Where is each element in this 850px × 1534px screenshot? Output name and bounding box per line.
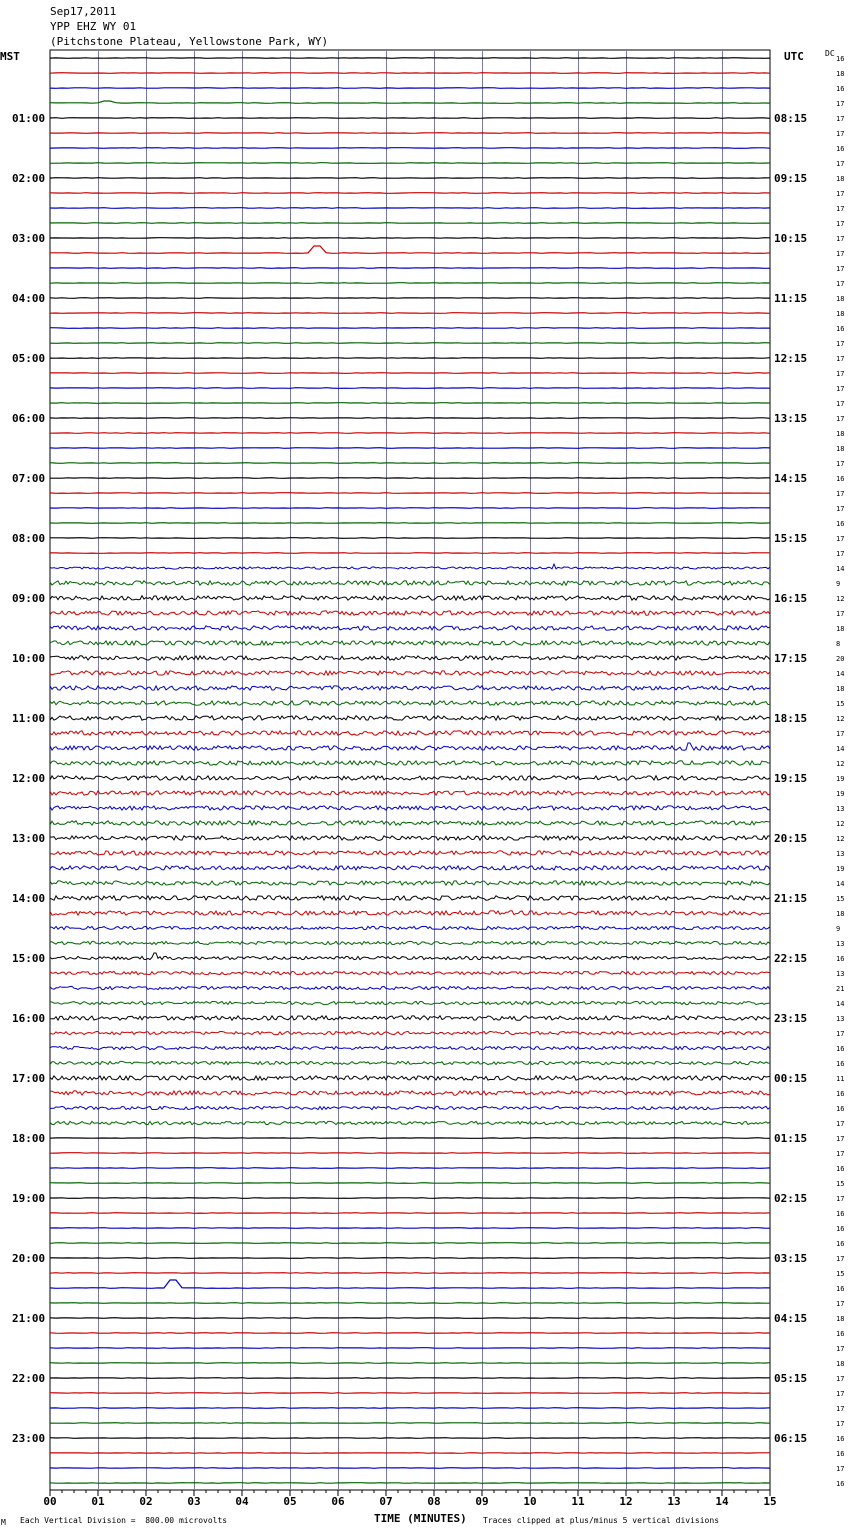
trace-row-84 [50,1318,770,1319]
left-hour-label: 17:00 [12,1072,46,1085]
clip-note: Traces clipped at plus/minus 5 vertical divisions [483,1516,720,1525]
left-hour-label: 09:00 [12,592,46,605]
trace-row-7 [50,163,770,164]
dc-offset-value: 18 [836,430,845,438]
right-hour-label: 20:15 [774,832,808,845]
trace-row-11 [50,223,770,224]
dc-offset-value: 16 [836,1240,845,1248]
left-hour-label: 08:00 [12,532,46,545]
dc-offset-value: 18 [836,1315,845,1323]
dc-offset-value: 17 [836,130,845,138]
trace-row-57 [50,911,770,915]
dc-offset-value: 16 [836,1285,845,1293]
dc-offset-value: 17 [836,1465,845,1473]
dc-offset-value: 12 [836,835,845,843]
trace-row-13 [50,246,770,253]
dc-offset-value: 17 [836,280,845,288]
dc-offset-value: 16 [836,325,845,333]
dc-offset-value: 17 [836,115,845,123]
station-location: (Pitchstone Plateau, Yellowstone Park, WY) [50,35,329,48]
trace-row-53 [50,851,770,855]
dc-offset-value: 18 [836,445,845,453]
trace-row-71 [50,1121,770,1124]
dc-offset-value: 17 [836,415,845,423]
trace-row-22 [50,388,770,389]
trace-row-24 [50,418,770,419]
dc-offset-value: 16 [836,955,845,963]
dc-offset-value: 17 [836,100,845,108]
dc-offset-value: 17 [836,1150,845,1158]
trace-row-10 [50,208,770,209]
trace-row-37 [50,611,770,615]
dc-offset-value: 17 [836,1195,845,1203]
trace-row-58 [50,926,770,929]
dc-offset-value: 13 [836,1015,845,1023]
trace-row-69 [50,1091,770,1095]
dc-offset-value: 17 [836,160,845,168]
trace-row-59 [50,941,770,944]
right-hour-label: 17:15 [774,652,808,665]
dc-offset-value: 12 [836,760,845,768]
trace-row-33 [50,553,770,554]
right-hour-label: 10:15 [774,232,808,245]
dc-offset-value: 17 [836,205,845,213]
trace-row-27 [50,463,770,464]
scale-note: Each Vertical Division = 800.00 microvolts [20,1516,228,1525]
left-timezone-label: MST [0,50,20,63]
x-tick-label: 00 [43,1495,57,1508]
trace-row-56 [50,896,770,900]
dc-offset-value: 20 [836,655,845,663]
dc-offset-value: 17 [836,235,845,243]
x-tick-label: 14 [715,1495,729,1508]
dc-offset-value: 16 [836,1165,845,1173]
trace-row-21 [50,373,770,374]
left-hour-label: 14:00 [12,892,46,905]
right-hour-label: 03:15 [774,1252,808,1265]
trace-row-70 [50,1106,770,1109]
left-hour-label: 19:00 [12,1192,46,1205]
left-hour-label: 05:00 [12,352,46,365]
trace-row-68 [50,1076,770,1080]
trace-row-0 [50,58,770,59]
dc-offset-value: 18 [836,175,845,183]
trace-row-20 [50,358,770,359]
trace-row-64 [50,1016,770,1020]
trace-row-36 [50,596,770,600]
trace-row-31 [50,523,770,524]
dc-offset-value: 17 [836,1390,845,1398]
trace-row-16 [50,298,770,299]
dc-offset-value: 16 [836,1330,845,1338]
trace-row-92 [50,1438,770,1439]
dc-offset-value: 15 [836,1270,845,1278]
trace-row-49 [50,791,770,795]
dc-offset-value: 17 [836,340,845,348]
x-tick-label: 10 [523,1495,537,1508]
trace-row-45 [50,731,770,735]
dc-offset-value: 16 [836,85,845,93]
right-hour-label: 05:15 [774,1372,808,1385]
dc-offset-value: 16 [836,145,845,153]
dc-column-label: DC [825,49,835,58]
x-axis-title: TIME (MINUTES) [374,1512,467,1525]
dc-offset-value: 16 [836,1045,845,1053]
trace-row-18 [50,328,770,329]
right-hour-label: 00:15 [774,1072,808,1085]
trace-row-34 [50,564,770,569]
dc-offset-value: 12 [836,820,845,828]
dc-offset-value: 18 [836,310,845,318]
trace-row-12 [50,238,770,239]
dc-offset-value: 16 [836,1225,845,1233]
left-hour-label: 11:00 [12,712,46,725]
dc-offset-value: 17 [836,1375,845,1383]
dc-offset-value: 16 [836,1210,845,1218]
trace-row-65 [50,1031,770,1034]
station-name: YPP EHZ WY 01 [50,20,137,33]
dc-offset-value: 17 [836,400,845,408]
dc-offset-value: 17 [836,1345,845,1353]
trace-row-82 [50,1280,770,1288]
dc-offset-value: 16 [836,1060,845,1068]
dc-offset-value: 19 [836,775,845,783]
trace-row-2 [50,88,770,89]
dc-offset-value: 17 [836,370,845,378]
trace-row-50 [50,806,770,810]
dc-offset-value: 17 [836,385,845,393]
dc-offset-value: 17 [836,505,845,513]
right-hour-label: 08:15 [774,112,808,125]
right-hour-label: 01:15 [774,1132,808,1145]
trace-row-23 [50,403,770,404]
trace-row-72 [50,1138,770,1139]
trace-row-60 [50,953,770,960]
right-hour-label: 06:15 [774,1432,808,1445]
x-tick-label: 09 [475,1495,489,1508]
trace-row-35 [50,581,770,585]
right-hour-label: 22:15 [774,952,808,965]
trace-row-63 [50,1001,770,1004]
trace-row-40 [50,656,770,660]
trace-row-39 [50,641,770,645]
dc-offset-value: 16 [836,1450,845,1458]
trace-row-90 [50,1408,770,1409]
x-tick-label: 03 [187,1495,201,1508]
trace-row-43 [50,701,770,705]
trace-row-15 [50,283,770,284]
trace-row-77 [50,1213,770,1214]
trace-row-8 [50,178,770,179]
dc-offset-value: 16 [836,1090,845,1098]
trace-row-86 [50,1348,770,1349]
trace-row-3 [50,101,770,103]
trace-row-55 [50,881,770,885]
trace-row-88 [50,1378,770,1379]
dc-offset-value: 14 [836,565,845,573]
dc-offset-value: 17 [836,190,845,198]
trace-row-79 [50,1243,770,1244]
trace-row-1 [50,73,770,74]
x-tick-label: 05 [283,1495,297,1508]
trace-row-85 [50,1333,770,1334]
dc-offset-value: 17 [836,220,845,228]
dc-offset-value: 16 [836,1105,845,1113]
dc-offset-value: 14 [836,880,845,888]
right-hour-label: 02:15 [774,1192,808,1205]
right-hour-label: 04:15 [774,1312,808,1325]
dc-offset-value: 17 [836,550,845,558]
left-hour-label: 13:00 [12,832,46,845]
left-hour-label: 12:00 [12,772,46,785]
dc-offset-value: 17 [836,460,845,468]
dc-offset-value: 13 [836,970,845,978]
trace-row-5 [50,133,770,134]
dc-offset-value: 17 [836,1405,845,1413]
dc-offset-value: 8 [836,640,841,648]
right-hour-label: 15:15 [774,532,808,545]
dc-offset-value: 17 [836,1300,845,1308]
x-tick-label: 01 [91,1495,105,1508]
left-hour-label: 15:00 [12,952,46,965]
trace-row-62 [50,986,770,989]
corner-mark: M [1,1518,6,1527]
trace-row-54 [50,866,770,870]
x-tick-label: 07 [379,1495,393,1508]
left-hour-label: 04:00 [12,292,46,305]
trace-row-74 [50,1168,770,1169]
trace-row-73 [50,1153,770,1154]
dc-offset-value: 15 [836,700,845,708]
trace-row-41 [50,671,770,675]
trace-row-91 [50,1423,770,1424]
dc-offset-value: 14 [836,1000,845,1008]
dc-offset-value: 14 [836,745,845,753]
x-tick-label: 12 [619,1495,633,1508]
dc-offset-value: 21 [836,985,845,993]
x-tick-label: 04 [235,1495,249,1508]
dc-offset-value: 19 [836,790,845,798]
trace-row-75 [50,1183,770,1184]
dc-offset-value: 17 [836,1255,845,1263]
left-hour-label: 21:00 [12,1312,46,1325]
plot-frame [50,50,770,1490]
trace-row-25 [50,433,770,434]
x-tick-label: 11 [571,1495,585,1508]
dc-offset-value: 16 [836,55,845,63]
right-hour-label: 21:15 [774,892,808,905]
x-tick-label: 08 [427,1495,441,1508]
trace-row-87 [50,1363,770,1364]
trace-row-28 [50,478,770,479]
dc-offset-value: 17 [836,250,845,258]
dc-offset-value: 12 [836,595,845,603]
trace-row-67 [50,1061,770,1064]
trace-row-42 [50,686,770,690]
trace-row-89 [50,1393,770,1394]
trace-row-80 [50,1258,770,1259]
plot-date: Sep17,2011 [50,5,117,18]
trace-row-14 [50,268,770,269]
dc-offset-value: 18 [836,70,845,78]
dc-offset-value: 18 [836,685,845,693]
x-tick-label: 02 [139,1495,153,1508]
trace-row-48 [50,776,770,780]
trace-row-46 [50,743,770,750]
left-hour-label: 07:00 [12,472,46,485]
right-hour-label: 11:15 [774,292,808,305]
dc-offset-value: 17 [836,355,845,363]
right-hour-label: 23:15 [774,1012,808,1025]
left-hour-label: 16:00 [12,1012,46,1025]
x-tick-label: 15 [763,1495,777,1508]
trace-row-78 [50,1228,770,1229]
dc-offset-value: 16 [836,1480,845,1488]
left-hour-label: 03:00 [12,232,46,245]
trace-row-30 [50,508,770,509]
trace-row-9 [50,193,770,194]
dc-offset-value: 18 [836,295,845,303]
left-hour-label: 06:00 [12,412,46,425]
left-hour-label: 22:00 [12,1372,46,1385]
right-hour-label: 16:15 [774,592,808,605]
dc-offset-value: 17 [836,1030,845,1038]
x-tick-label: 13 [667,1495,681,1508]
dc-offset-value: 13 [836,805,845,813]
trace-row-17 [50,313,770,314]
trace-row-95 [50,1483,770,1484]
x-tick-label: 06 [331,1495,345,1508]
dc-offset-value: 19 [836,865,845,873]
dc-offset-value: 17 [836,1420,845,1428]
dc-offset-value: 16 [836,1435,845,1443]
dc-offset-value: 18 [836,910,845,918]
dc-offset-value: 13 [836,940,845,948]
trace-row-47 [50,761,770,765]
trace-row-6 [50,148,770,149]
trace-row-32 [50,538,770,539]
dc-offset-value: 17 [836,610,845,618]
dc-offset-value: 17 [836,265,845,273]
left-hour-label: 10:00 [12,652,46,665]
dc-offset-value: 15 [836,1180,845,1188]
dc-offset-value: 17 [836,730,845,738]
dc-offset-value: 9 [836,580,841,588]
trace-row-93 [50,1453,770,1454]
dc-offset-value: 17 [836,535,845,543]
trace-row-51 [50,821,770,825]
trace-row-66 [50,1046,770,1049]
left-hour-label: 02:00 [12,172,46,185]
dc-offset-value: 12 [836,715,845,723]
trace-row-26 [50,448,770,449]
dc-offset-value: 18 [836,625,845,633]
trace-row-61 [50,971,770,974]
dc-offset-value: 14 [836,670,845,678]
left-hour-label: 01:00 [12,112,46,125]
left-hour-label: 18:00 [12,1132,46,1145]
dc-offset-value: 13 [836,850,845,858]
trace-row-4 [50,118,770,119]
dc-offset-value: 15 [836,895,845,903]
trace-row-94 [50,1468,770,1469]
right-hour-label: 09:15 [774,172,808,185]
trace-row-52 [50,836,770,840]
dc-offset-value: 17 [836,490,845,498]
trace-row-83 [50,1303,770,1304]
right-timezone-label: UTC [784,50,804,63]
trace-row-76 [50,1198,770,1199]
left-hour-label: 20:00 [12,1252,46,1265]
left-hour-label: 23:00 [12,1432,46,1445]
right-hour-label: 12:15 [774,352,808,365]
trace-row-29 [50,493,770,494]
dc-offset-value: 9 [836,925,841,933]
right-hour-label: 14:15 [774,472,808,485]
right-hour-label: 19:15 [774,772,808,785]
trace-row-44 [50,716,770,720]
dc-offset-value: 17 [836,1120,845,1128]
dc-offset-value: 16 [836,475,845,483]
trace-row-19 [50,343,770,344]
dc-offset-value: 16 [836,520,845,528]
dc-offset-value: 11 [836,1075,845,1083]
right-hour-label: 13:15 [774,412,808,425]
trace-row-81 [50,1273,770,1274]
trace-row-38 [50,626,770,630]
right-hour-label: 18:15 [774,712,808,725]
dc-offset-value: 18 [836,1360,845,1368]
dc-offset-value: 17 [836,1135,845,1143]
